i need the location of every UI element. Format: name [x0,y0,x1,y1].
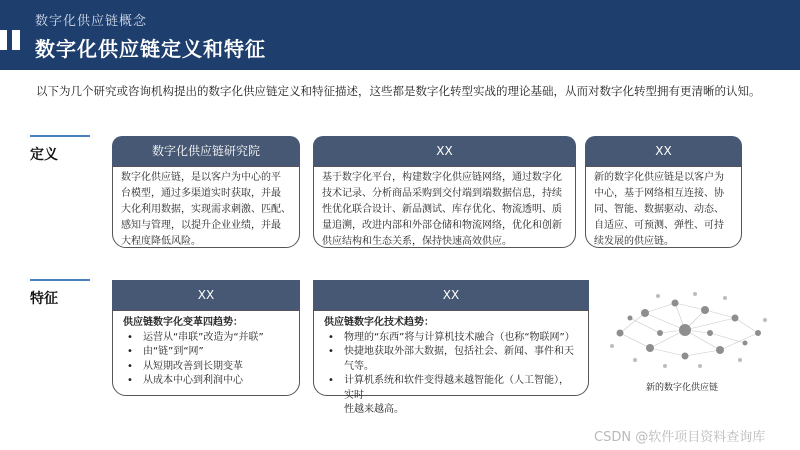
definition-line: 台模型，通过多渠道实时获取，并最 [121,188,281,199]
definition-card-body [313,166,576,248]
feature-list [324,331,578,418]
definition-label [30,144,58,164]
feature-card-title: XX [112,280,300,310]
header-decoration-bar-2 [12,30,20,50]
list-item-continuation: 性越来越高。 [344,404,404,415]
definition-line: 大程度降低风险。 [121,236,201,247]
list-item: • 运营从“串联”改造为“并联” [123,331,289,346]
definition-label-text: 定义 [30,147,58,163]
feature-card-title: XX [313,280,589,310]
definition-line: 基于数字化平台，构建数字化供应链网络，通过数字化 [322,172,562,183]
definition-line: 大化利用数据，实现需求刺激、匹配、 [121,204,291,215]
list-item: • 物理的“东西”将与计算机技术融合（也称“物联网”） [324,331,578,346]
section-subtitle: 数字化供应链概念 [35,14,148,29]
feature-card-1-header [112,280,300,310]
definition-line: 中心，基于网络相互连接、协 [594,188,724,199]
definition-card-title: XX [585,136,742,166]
definition-line: 性优化联合设计、新品测试、库存优化、物流透明、质 [322,204,562,215]
header-decoration-bar [0,30,7,50]
definition-card-3 [585,136,742,248]
definition-line: 同、智能、数据驱动、动态、 [594,204,724,215]
label-accent-line [30,135,90,137]
feature-list [123,331,289,389]
features-label [30,288,58,308]
definition-line: 自适应、可预测、弹性、可持 [594,220,724,231]
list-item: • 计算机系统和软件变得越来越智能化（人工智能），实时 [324,374,578,403]
network-graph-image [600,288,770,373]
definition-line: 感知与管理，以提升企业业绩，并最 [121,220,281,231]
definition-line: 量追溯，改进内部和外部仓储和物流网络，优化和创新 [322,220,562,231]
definition-line: 新的数字化供应链是以客户为 [594,172,724,183]
slide-header [0,0,800,70]
definition-line: 技术记录、分析商品采购到交付端到端数据信息，持续 [322,188,562,199]
definition-line: 续发展的供应链。 [594,236,674,247]
list-item: • 由“链”到“网” [123,345,289,360]
feature-card-1-body [112,310,300,396]
definition-card-title: 数字化供应链研究院 [112,136,300,166]
list-item: • 从短期改善到长期变革 [123,360,289,375]
features-label-text: 特征 [30,291,58,307]
feature-card-2-header [313,280,589,310]
definition-line: 供应结构和生态关系，保持快速高效供应。 [322,236,512,247]
definition-card-title: XX [313,136,576,166]
definition-line: 数字化供应链，是以客户为中心的平 [121,172,281,183]
feature-heading: 供应链数字化变革四趋势： [123,317,243,328]
intro-text: 以下为几个研究或咨询机构提出的数字化供应链定义和特征描述，这些都是数字化转型实战的理论基础，从而对数字化转型拥有更清晰的认知。 [36,84,761,98]
definition-card-body [585,166,742,248]
list-item: • 快捷地获取外部大数据，包括社会、新闻、事件和天气等。 [324,345,578,374]
label-accent-line [30,279,90,281]
feature-heading: 供应链数字化技术趋势： [324,317,434,328]
definition-card-body [112,166,300,248]
network-image-caption: 新的数字化供应链 [646,383,719,393]
definition-card-2 [313,136,576,248]
list-item: • 从成本中心到利润中心 [123,374,289,389]
watermark: CSDN @软件项目资料查询库 [594,430,766,445]
feature-card-2-body [313,310,589,415]
definition-card-1 [112,136,300,248]
page-title: 数字化供应链定义和特征 [35,37,266,61]
